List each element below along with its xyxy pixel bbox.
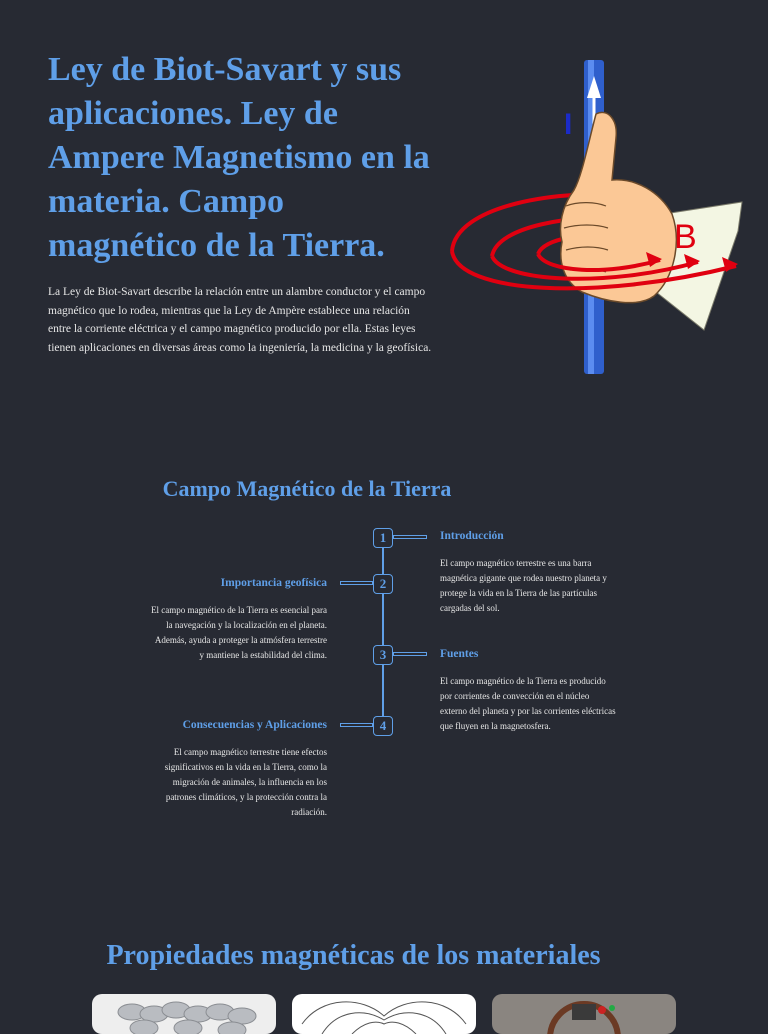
timeline-step-4-heading: Consecuencias y Aplicaciones [182,719,327,731]
current-label: I [564,108,573,141]
timeline-connector-3 [393,652,427,656]
intro-paragraph: La Ley de Biot-Savart describe la relación entre un alambre conductor y el campo magnético que lo rodea, mientras que la Ley de Ampère establece una relación entre la corriente eléctrica y el campo magnético producido por ella. Estas leyes tienen aplicaciones en diversas áreas como la ingeniería, la medicina y la geofísica. [48,286,432,355]
timeline-step-2-badge: 2 [373,574,393,594]
properties-title: Propiedades magnéticas de los materiales [106,940,601,971]
timeline-step-1-text: El campo magnético terrestre es una barra magnética gigante que rodea nuestro planeta y protege la vida en la Tierra de las partículas cargadas del sol. [440,558,607,613]
timeline-step-3-badge: 3 [373,645,393,665]
field-lines-image [292,994,476,1034]
timeline-step-4-badge: 4 [373,716,393,736]
timeline-step-2-text: El campo magnético de la Tierra es esencial para la navegación y la localización en el planeta. Además, ayuda a proteger la atmósfera terrestre y mantiene la estabilidad del clima. [151,605,327,660]
timeline-step-1-heading: Introducción [440,530,504,542]
timeline-step-3-heading: Fuentes [440,648,479,660]
timeline-step-3-text: El campo magnético de la Tierra es producido por corrientes de convección en el núcleo externo del planeta y por las corrientes eléctricas que fluyen en la magnetosfera. [440,676,616,731]
right-hand-rule-illustration [446,56,756,378]
timeline-step-2-heading: Importancia geofísica [220,577,327,589]
timeline-connector-1 [393,535,427,539]
timeline-step-4-text: El campo magnético terrestre tiene efectos significativos en la vida en la Tierra, como la migración de animales, la influencia en los patrones climáticos, y la protección contra la radiación. [164,747,327,817]
page-title: Ley de Biot-Savart y sus aplicaciones. Ley de Ampere Magnetismo en la materia. Campo magnético de la Tierra. [48,51,430,264]
field-label: B [674,218,697,256]
timeline-connector-4 [340,723,373,727]
timeline-connector-2 [340,581,373,585]
timeline-line [382,538,384,728]
magnets-stack-image [92,994,276,1034]
timeline-title: Campo Magnético de la Tierra [162,476,452,501]
timeline-step-1-badge: 1 [373,528,393,548]
electromagnet-device-image [492,994,676,1034]
